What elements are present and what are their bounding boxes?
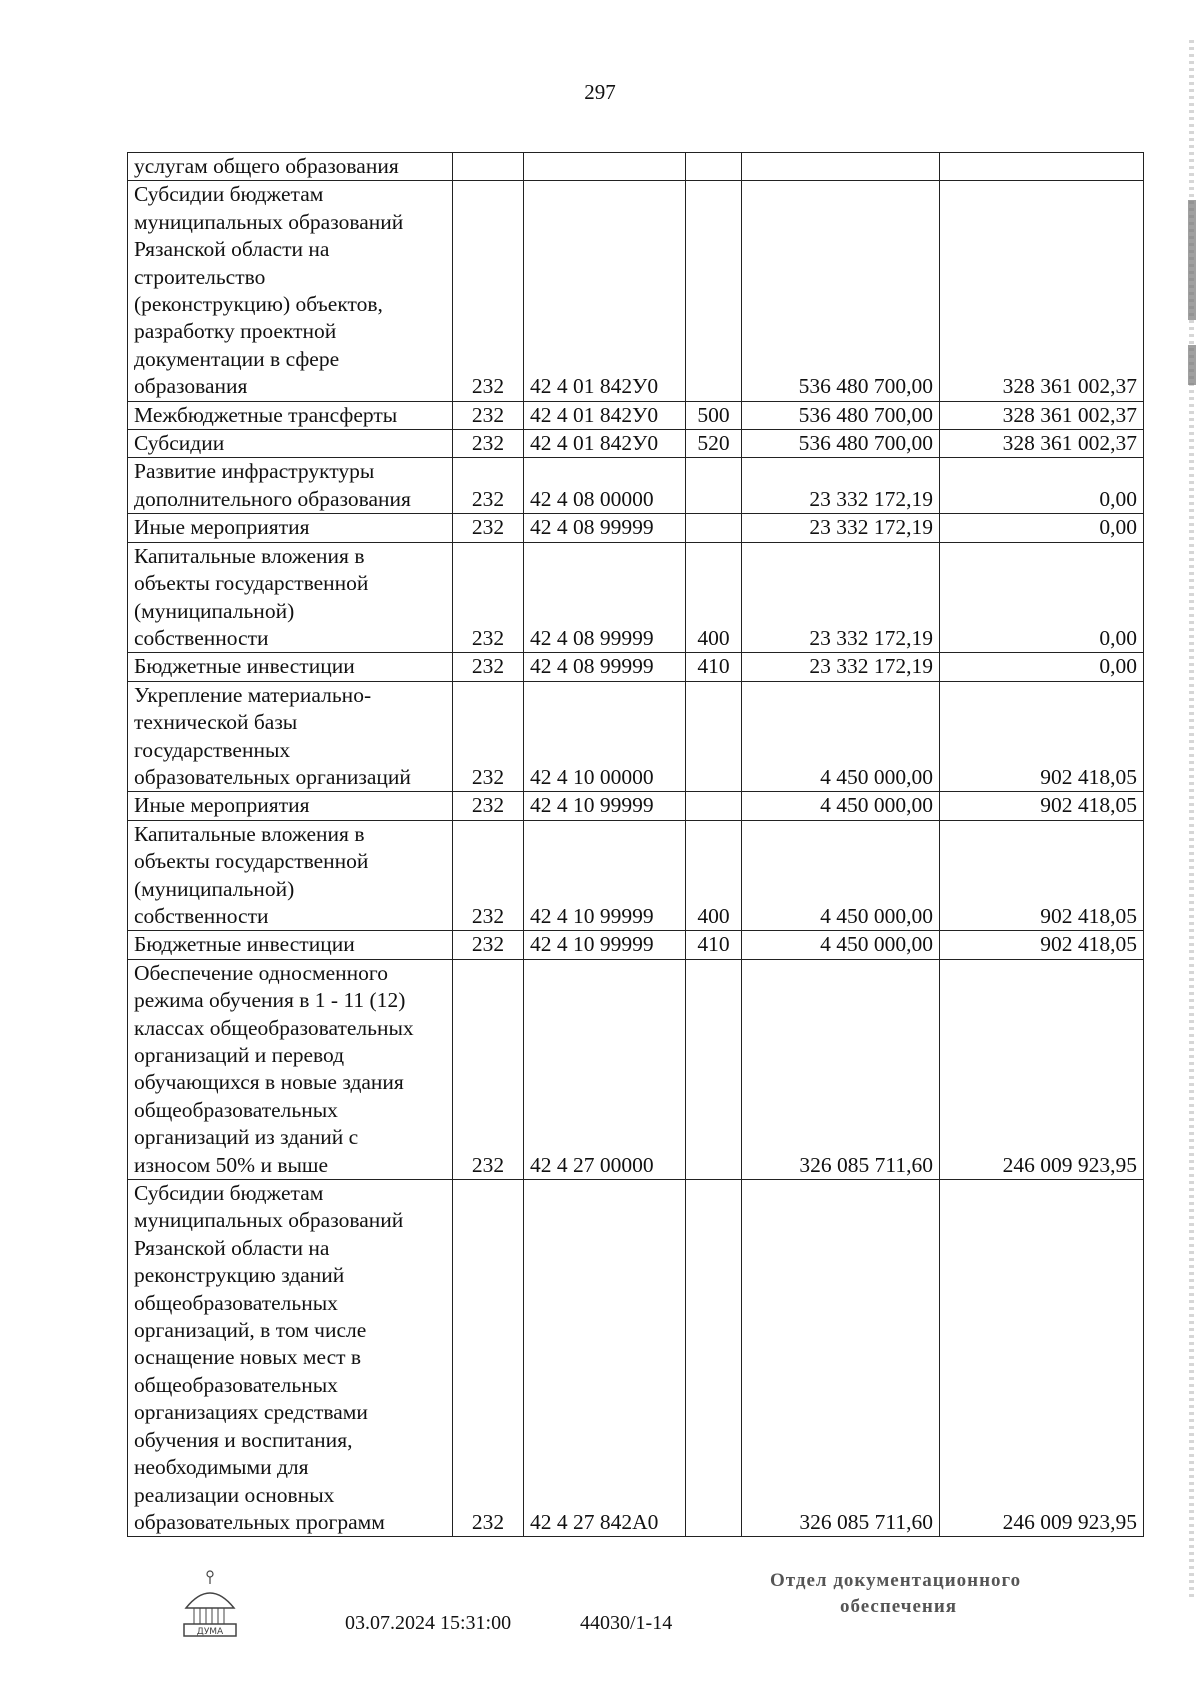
row-vr-cell: [686, 1180, 742, 1537]
stamp-text: обеспечения: [840, 1596, 958, 1617]
row-plan-cell: 4 450 000,00: [742, 681, 940, 792]
budget-table: [127, 152, 1144, 1537]
footer-doc-number: 44030/1-14: [580, 1612, 673, 1634]
row-plan-cell: 23 332 172,19: [742, 458, 940, 514]
row-name-cell: Капитальные вложения в объекты государственной (муниципальной) собственности: [128, 820, 453, 931]
table-row: [128, 430, 1144, 458]
row-vr-cell: [686, 458, 742, 514]
stamp-text: Отдел документационного: [770, 1570, 1022, 1591]
row-vr-cell: 400: [686, 820, 742, 931]
row-vr-cell: 410: [686, 653, 742, 681]
row-plan-cell: 4 450 000,00: [742, 931, 940, 959]
row-target-cell: 42 4 08 99999: [524, 653, 686, 681]
row-fact-cell: 0,00: [940, 542, 1144, 653]
row-plan-cell: 4 450 000,00: [742, 820, 940, 931]
row-code-cell: 232: [453, 931, 524, 959]
table-row: [128, 820, 1144, 931]
row-name-cell: Развитие инфраструктуры дополнительного образования: [128, 458, 453, 514]
row-name-cell: Иные мероприятия: [128, 514, 453, 542]
footer-date: 03.07.2024 15:31:00: [345, 1612, 512, 1634]
table-row: [128, 401, 1144, 429]
row-target-cell: 42 4 01 842У0: [524, 430, 686, 458]
row-code-cell: 232: [453, 653, 524, 681]
row-code-cell: 232: [453, 959, 524, 1179]
row-target-cell: 42 4 27 842А0: [524, 1180, 686, 1537]
row-fact-cell: 902 418,05: [940, 792, 1144, 820]
row-fact-cell: 902 418,05: [940, 931, 1144, 959]
row-name-cell: Бюджетные инвестиции: [128, 653, 453, 681]
row-fact-cell: 328 361 002,37: [940, 430, 1144, 458]
table-row: [128, 181, 1144, 401]
row-code-cell: 232: [453, 458, 524, 514]
row-name-cell: Субсидии: [128, 430, 453, 458]
row-code-cell: 232: [453, 542, 524, 653]
table-row: [128, 153, 1144, 181]
row-plan-cell: 536 480 700,00: [742, 430, 940, 458]
row-target-cell: 42 4 01 842У0: [524, 181, 686, 401]
row-name-cell: Субсидии бюджетам муниципальных образований Рязанской области на реконструкцию зданий общеобразовательных организаций, в том числе оснащение новых мест в общеобразовательных организациях средствами обучения и воспитания, необходимыми для реализации основных образовательных программ: [128, 1180, 453, 1537]
row-name-cell: Иные мероприятия: [128, 792, 453, 820]
row-vr-cell: 520: [686, 430, 742, 458]
table-row: [128, 931, 1144, 959]
row-target-cell: 42 4 10 99999: [524, 820, 686, 931]
row-name-cell: услугам общего образования: [128, 153, 453, 181]
row-code-cell: 232: [453, 820, 524, 931]
row-name-cell: Бюджетные инвестиции: [128, 931, 453, 959]
row-target-cell: 42 4 08 00000: [524, 458, 686, 514]
row-plan-cell: 23 332 172,19: [742, 653, 940, 681]
row-target-cell: 42 4 01 842У0: [524, 401, 686, 429]
row-fact-cell: 246 009 923,95: [940, 1180, 1144, 1537]
row-code-cell: 232: [453, 514, 524, 542]
row-vr-cell: [686, 792, 742, 820]
row-fact-cell: 902 418,05: [940, 820, 1144, 931]
row-target-cell: 42 4 08 99999: [524, 542, 686, 653]
row-code-cell: [453, 153, 524, 181]
scan-edge-mark: [1188, 345, 1196, 385]
row-fact-cell: 0,00: [940, 514, 1144, 542]
row-code-cell: 232: [453, 792, 524, 820]
row-fact-cell: 246 009 923,95: [940, 959, 1144, 1179]
row-code-cell: 232: [453, 430, 524, 458]
table-row: [128, 458, 1144, 514]
row-fact-cell: 328 361 002,37: [940, 181, 1144, 401]
row-vr-cell: [686, 153, 742, 181]
row-vr-cell: [686, 181, 742, 401]
row-vr-cell: 400: [686, 542, 742, 653]
row-vr-cell: 410: [686, 931, 742, 959]
row-name-cell: Укрепление материально- технической базы государственных образовательных организаций: [128, 681, 453, 792]
table-row: [128, 653, 1144, 681]
table-row: [128, 514, 1144, 542]
row-target-cell: 42 4 10 00000: [524, 681, 686, 792]
duma-logo-icon: [170, 1568, 250, 1640]
row-fact-cell: 0,00: [940, 653, 1144, 681]
row-target-cell: 42 4 27 00000: [524, 959, 686, 1179]
table-row: [128, 542, 1144, 653]
row-target-cell: 42 4 10 99999: [524, 792, 686, 820]
row-plan-cell: 326 085 711,60: [742, 959, 940, 1179]
row-fact-cell: 902 418,05: [940, 681, 1144, 792]
row-fact-cell: 328 361 002,37: [940, 401, 1144, 429]
table-row: [128, 1180, 1144, 1537]
row-vr-cell: [686, 681, 742, 792]
table-row: [128, 681, 1144, 792]
row-name-cell: Обеспечение односменного режима обучения в 1 - 11 (12) классах общеобразовательных организаций и перевод обучающихся в новые здания общеобразовательных организаций из зданий с износом 50% и выше: [128, 959, 453, 1179]
scan-edge-mark: [1188, 200, 1196, 320]
table-row: [128, 959, 1144, 1179]
row-plan-cell: 23 332 172,19: [742, 542, 940, 653]
row-fact-cell: 0,00: [940, 458, 1144, 514]
row-target-cell: [524, 153, 686, 181]
row-plan-cell: 536 480 700,00: [742, 401, 940, 429]
row-plan-cell: 23 332 172,19: [742, 514, 940, 542]
row-fact-cell: [940, 153, 1144, 181]
page-number: 297: [584, 80, 616, 104]
row-plan-cell: 536 480 700,00: [742, 181, 940, 401]
row-target-cell: 42 4 10 99999: [524, 931, 686, 959]
row-plan-cell: [742, 153, 940, 181]
row-target-cell: 42 4 08 99999: [524, 514, 686, 542]
table-row: [128, 792, 1144, 820]
row-code-cell: 232: [453, 1180, 524, 1537]
row-name-cell: Субсидии бюджетам муниципальных образований Рязанской области на строительство (реконструкцию) объектов, разработку проектной документации в сфере образования: [128, 181, 453, 401]
row-name-cell: Капитальные вложения в объекты государственной (муниципальной) собственности: [128, 542, 453, 653]
svg-text:ДУМА: ДУМА: [196, 1627, 224, 1637]
row-code-cell: 232: [453, 401, 524, 429]
row-code-cell: 232: [453, 681, 524, 792]
row-plan-cell: 326 085 711,60: [742, 1180, 940, 1537]
row-vr-cell: 500: [686, 401, 742, 429]
row-name-cell: Межбюджетные трансферты: [128, 401, 453, 429]
row-plan-cell: 4 450 000,00: [742, 792, 940, 820]
row-vr-cell: [686, 514, 742, 542]
row-code-cell: 232: [453, 181, 524, 401]
row-vr-cell: [686, 959, 742, 1179]
